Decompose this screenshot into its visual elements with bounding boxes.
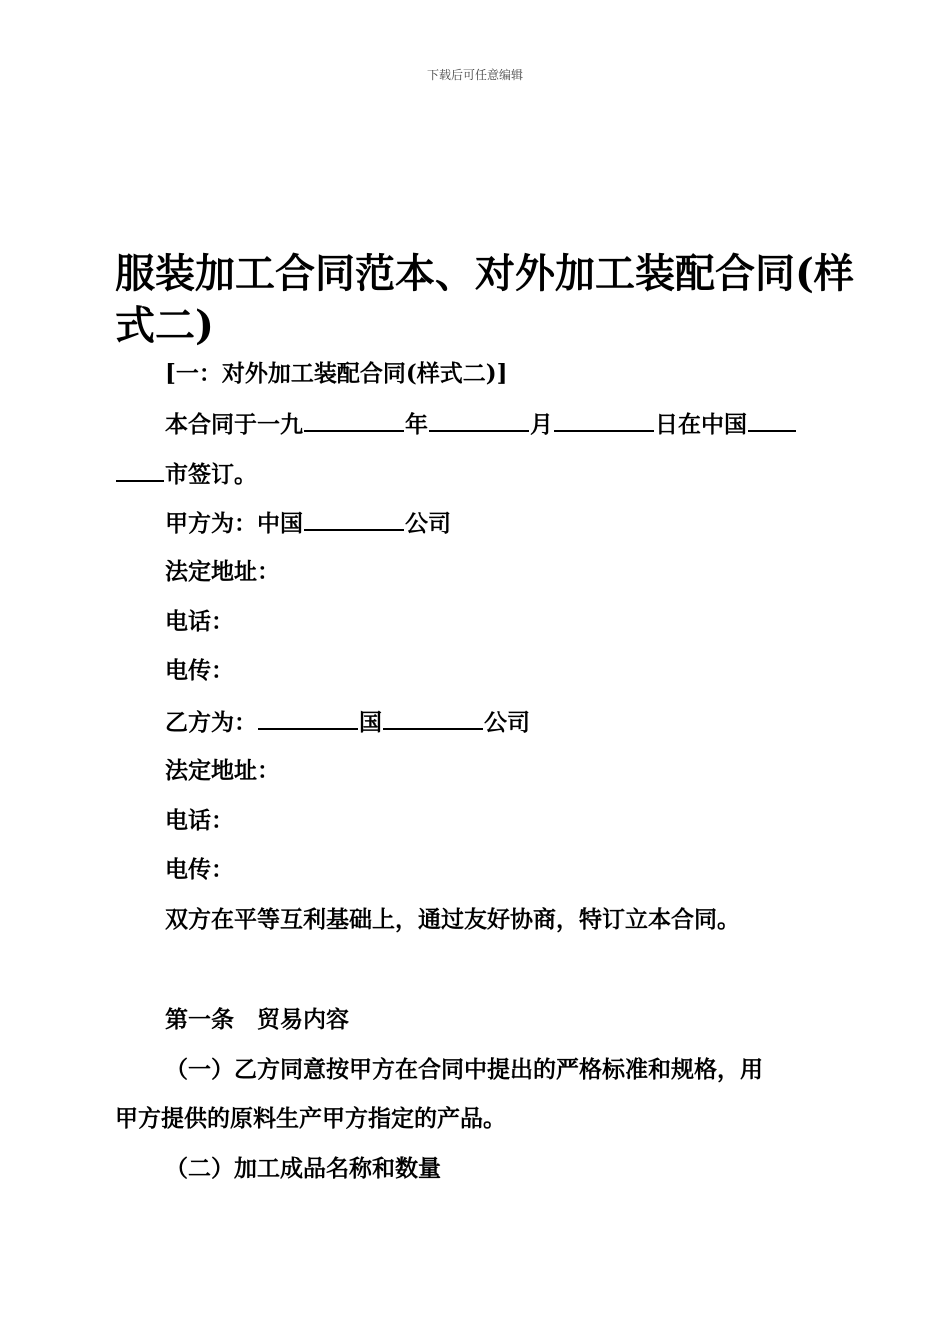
intro-prefix: 本合同于一九 [165, 411, 303, 438]
day-blank [554, 408, 654, 432]
intro-year: 年 [405, 411, 428, 438]
intro-day: 日在中国 [655, 411, 747, 438]
intro-line-2 [115, 458, 257, 490]
party-b-country-blank [258, 706, 358, 730]
month-blank [429, 408, 529, 432]
party-a-address: 法定地址： [165, 558, 280, 585]
party-a-name-blank [304, 507, 404, 531]
party-b-address: 法定地址： [165, 757, 280, 784]
intro-city: 市签订。 [165, 461, 257, 488]
party-b-line [165, 706, 530, 738]
party-b-fax: 电传： [165, 856, 234, 883]
party-b-suffix: 公司 [484, 709, 530, 736]
party-a-fax: 电传： [165, 657, 234, 684]
party-b-label: 乙方为： [165, 709, 257, 736]
document-title: 服装加工合同范本、对外加工装配合同(样式二) [115, 250, 854, 349]
agreement-text: 双方在平等互利基础上，通过友好协商，特订立本合同。 [165, 906, 740, 933]
subtitle: [一：对外加工装配合同(样式二)] [165, 360, 508, 387]
intro-line-1 [165, 408, 797, 440]
intro-month: 月 [530, 411, 553, 438]
city-blank-end [116, 458, 164, 482]
article-1-item-1-line-2: 甲方提供的原料生产甲方指定的产品。 [115, 1105, 506, 1132]
party-b-phone: 电话： [165, 807, 234, 834]
article-1-heading: 第一条 贸易内容 [165, 1006, 349, 1033]
article-1-item-1-line-1: （一）乙方同意按甲方在合同中提出的严格标准和规格，用 [165, 1056, 763, 1083]
party-b-name-blank [383, 706, 483, 730]
year-blank [304, 408, 404, 432]
article-1-item-2: （二）加工成品名称和数量 [165, 1155, 441, 1182]
city-blank-start [748, 408, 796, 432]
party-a-suffix: 公司 [405, 510, 451, 537]
header-note: 下载后可任意编辑 [426, 68, 523, 82]
party-a-label: 甲方为：中国 [165, 510, 303, 537]
party-a-line [165, 507, 451, 539]
party-b-country: 国 [359, 709, 382, 736]
party-a-phone: 电话： [165, 608, 234, 635]
